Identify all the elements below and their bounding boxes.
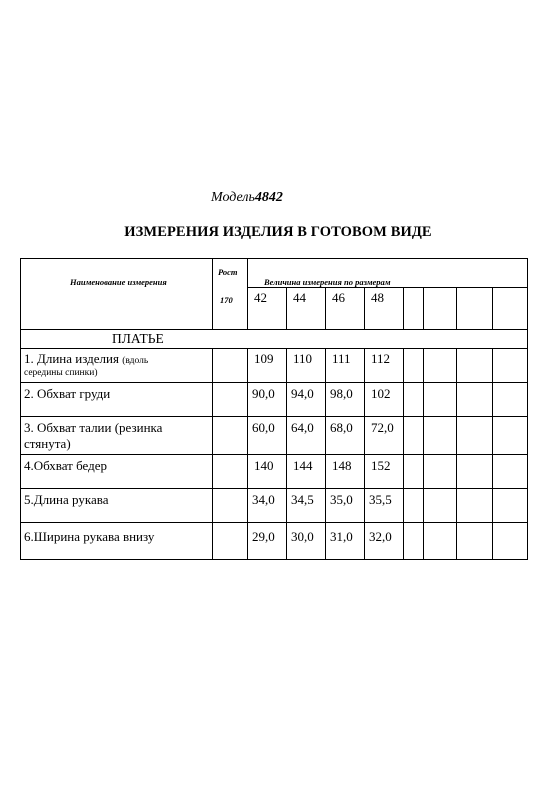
row-3-name-line2: стянута) [24, 436, 71, 451]
row-2-val-42: 90,0 [252, 386, 275, 401]
row-2-val-46: 98,0 [330, 386, 353, 401]
row-2-val-48: 102 [371, 386, 391, 401]
row-1-name-note: (вдоль [122, 356, 149, 366]
row-3-val-46: 68,0 [330, 420, 353, 435]
row-4-val-42: 140 [254, 458, 274, 473]
row-6-val-46: 31,0 [330, 529, 353, 544]
size-42: 42 [254, 290, 267, 305]
header-measurement-name: Наименование измерения [70, 277, 167, 287]
row-5-val-48: 35,5 [369, 492, 392, 507]
row-4-val-44: 144 [293, 458, 313, 473]
row-6-val-48: 32,0 [369, 529, 392, 544]
model-prefix: Модель [211, 190, 255, 205]
row-4-val-46: 148 [332, 458, 352, 473]
row-5-val-46: 35,0 [330, 492, 353, 507]
row-1-name-line2: середины спинки) [24, 368, 98, 378]
row-1-val-42: 109 [254, 351, 274, 366]
header-height-label: Рост [218, 267, 238, 277]
row-5-val-44: 34,5 [291, 492, 314, 507]
row-1-val-46: 111 [332, 351, 351, 366]
row-2-name: 2. Обхват груди [24, 386, 111, 401]
row-3-val-42: 60,0 [252, 420, 275, 435]
row-1-name-text: 1. Длина изделия [24, 351, 119, 366]
row-1-val-48: 112 [371, 351, 391, 366]
row-3-val-48: 72,0 [371, 420, 394, 435]
header-height-value: 170 [220, 295, 233, 305]
row-3-val-44: 64,0 [291, 420, 314, 435]
row-5-val-42: 34,0 [252, 492, 275, 507]
size-46: 46 [332, 290, 345, 305]
section-label: ПЛАТЬЕ [112, 331, 164, 346]
header-size-value-label: Величина измерения по размерам [264, 277, 391, 287]
row-3-name: 3. Обхват талии (резинка [24, 420, 163, 435]
row-4-name: 4.Обхват бедер [24, 458, 108, 473]
row-6-val-42: 29,0 [252, 529, 275, 544]
page-title: ИЗМЕРЕНИЯ ИЗДЕЛИЯ В ГОТОВОМ ВИДЕ [124, 224, 432, 240]
size-44: 44 [293, 290, 306, 305]
row-6-name: 6.Ширина рукава внизу [24, 529, 155, 544]
row-1-val-44: 110 [293, 351, 313, 366]
size-48: 48 [371, 290, 384, 305]
row-2-val-44: 94,0 [291, 386, 314, 401]
row-4-val-48: 152 [371, 458, 391, 473]
model-number: 4842 [254, 190, 283, 205]
row-6-val-44: 30,0 [291, 529, 314, 544]
row-5-name: 5.Длина рукава [24, 492, 109, 507]
